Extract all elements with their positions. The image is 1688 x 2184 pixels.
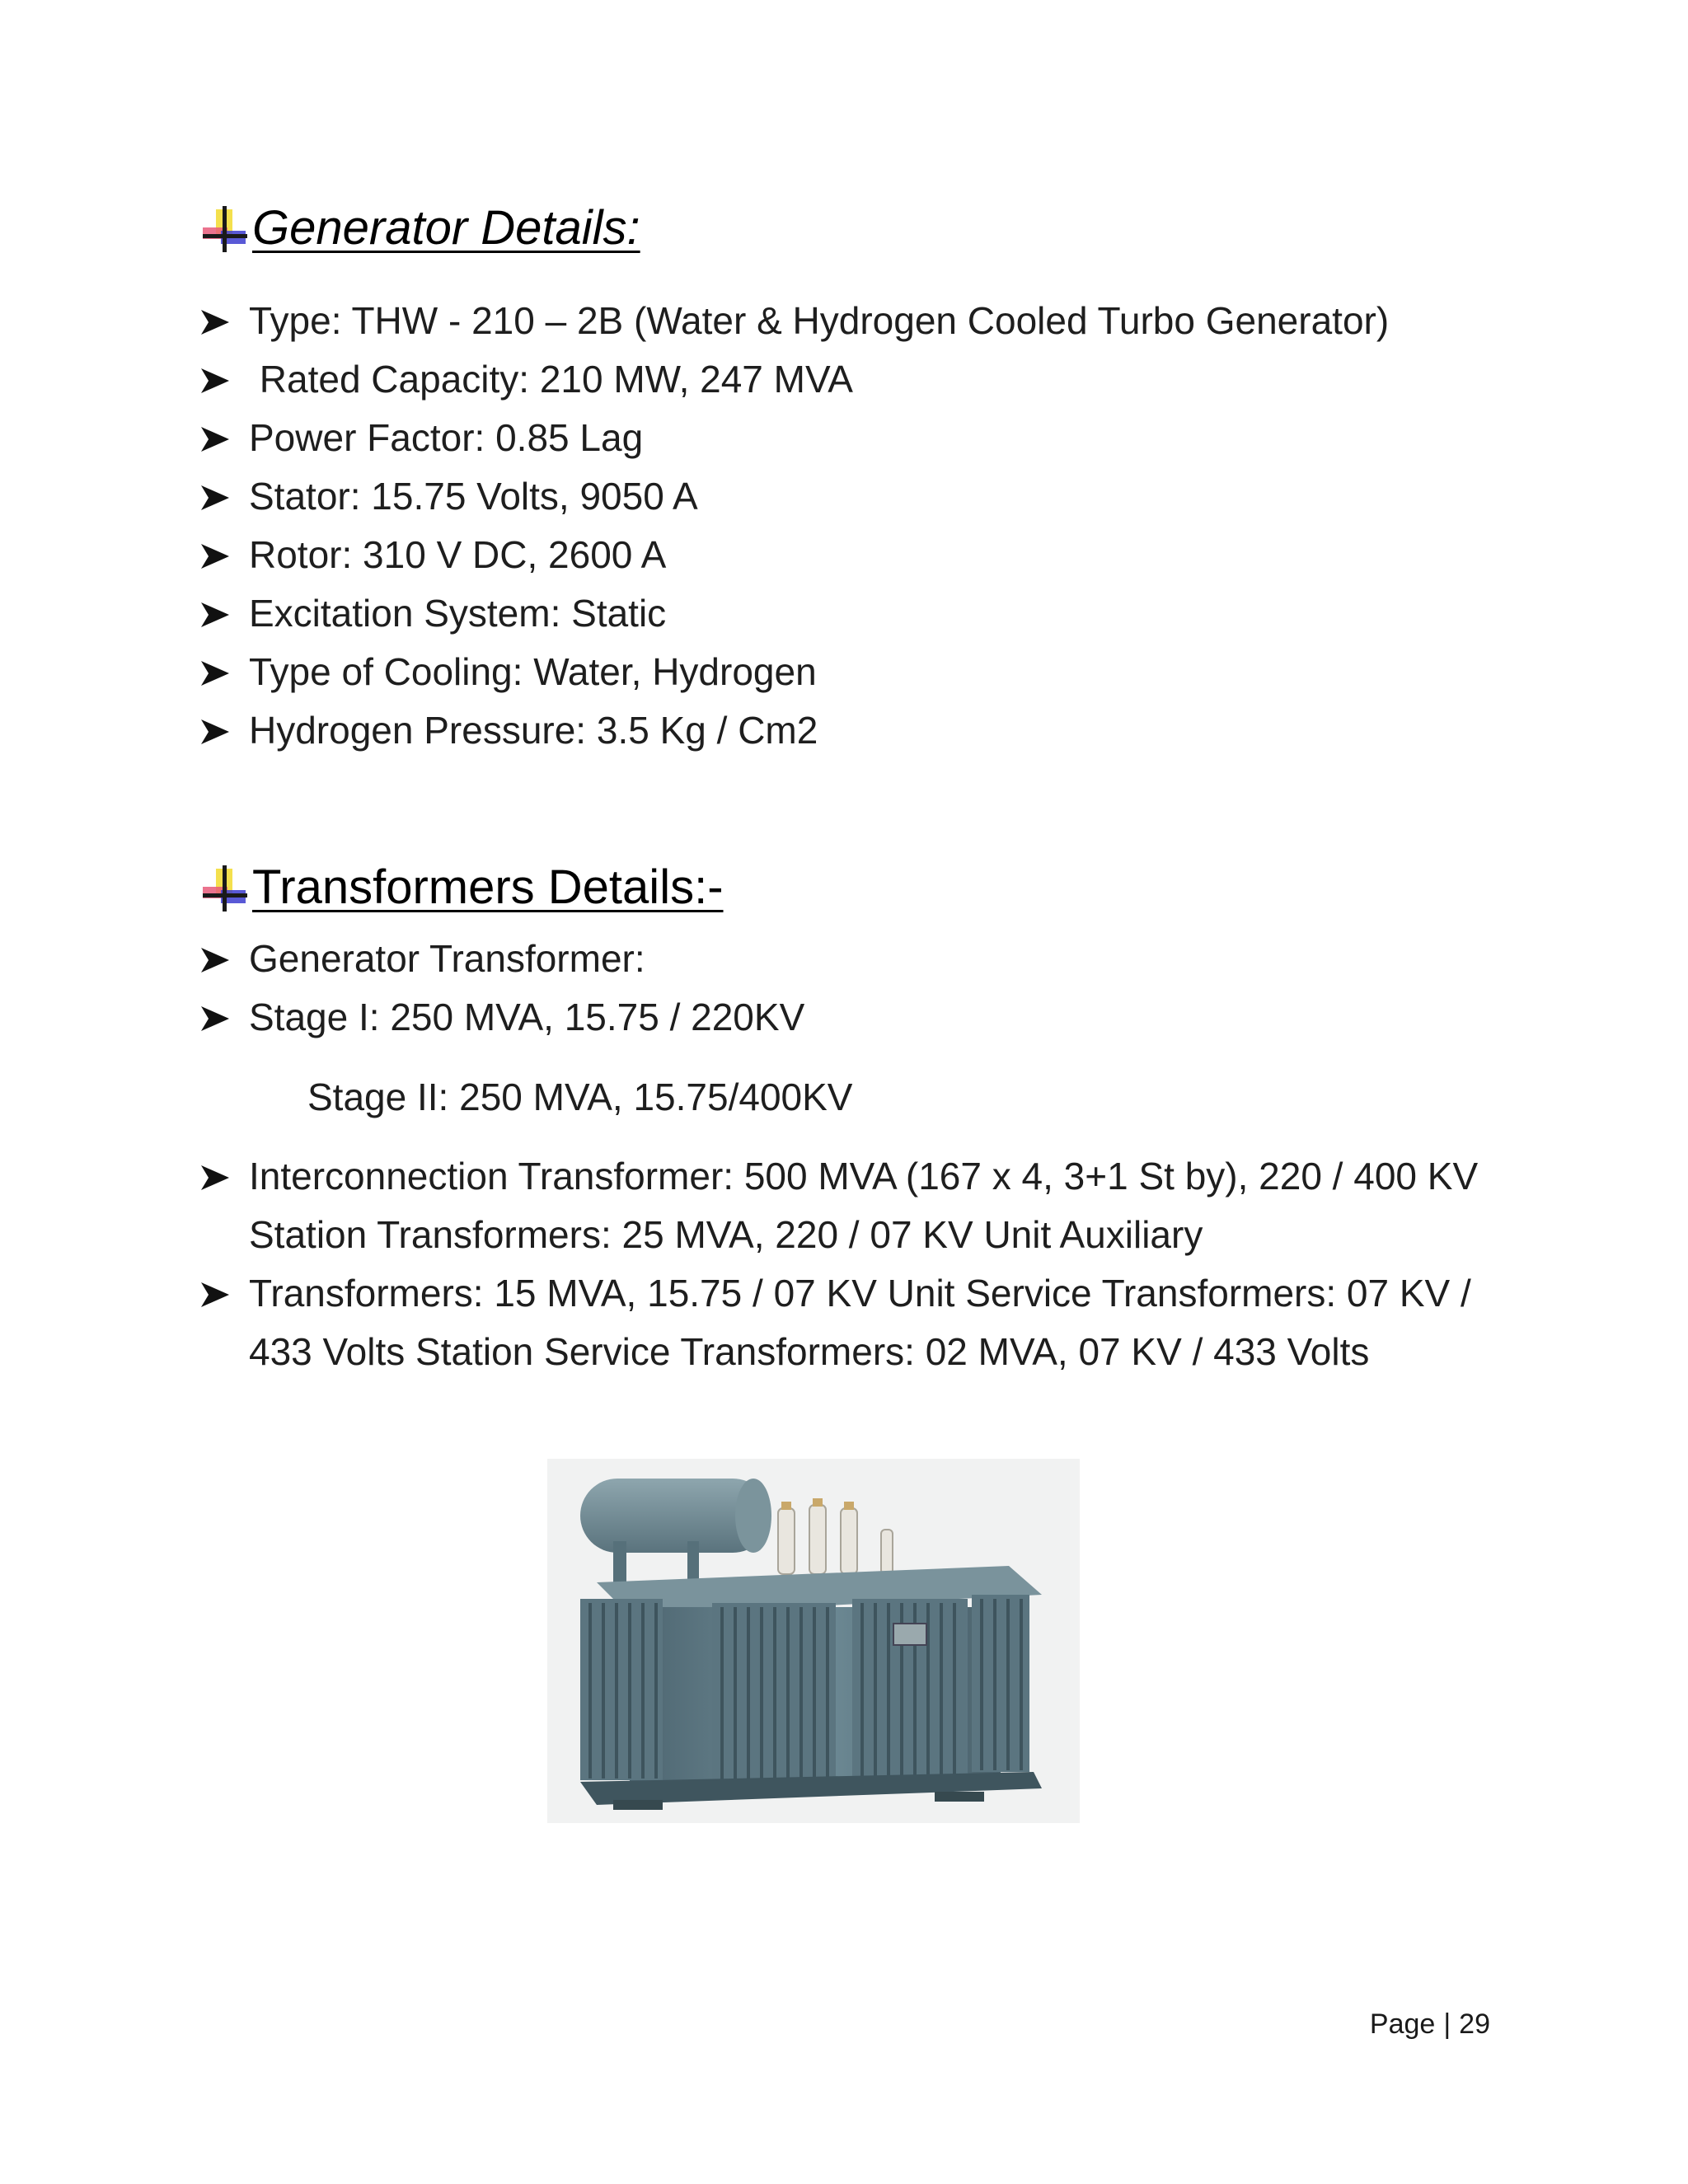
page-footer [1370, 2008, 1490, 2041]
list-item-text: Hydrogen Pressure: 3.5 Kg / Cm2 [249, 709, 818, 752]
list-item [198, 350, 1525, 409]
list-item-text: Type: THW - 210 – 2B (Water & Hydrogen Cooled Turbo Generator) [249, 299, 1390, 342]
list-item [198, 409, 1525, 467]
transformers-list-more [198, 1147, 1525, 1381]
cross-bullet-icon [198, 203, 251, 255]
page-label: Page [1369, 2008, 1436, 2040]
arrowhead-bullet-icon [199, 542, 231, 570]
arrowhead-bullet-icon [199, 718, 231, 746]
stage-ii-line: Stage II: 250 MVA, 15.75/400KV [307, 1076, 853, 1118]
cross-bullet-icon [198, 862, 251, 915]
list-item-text: Stator: 15.75 Volts, 9050 A [249, 475, 698, 518]
list-item [198, 701, 1525, 760]
list-item-text: Transformers: 15 MVA, 15.75 / 07 KV Unit Service Transformers: 07 KV / 433 Volts Station Service Transformers: 02 MVA, 07 KV / 433 Volts [249, 1272, 1471, 1373]
list-item-text: Power Factor: 0.85 Lag [249, 416, 644, 459]
transformer-photo [547, 1459, 1080, 1823]
list-item-text: Stage I: 250 MVA, 15.75 / 220KV [249, 996, 805, 1038]
arrowhead-bullet-icon [199, 367, 231, 395]
list-item [198, 643, 1525, 701]
list-item [198, 930, 1525, 988]
transformer-illustration [547, 1459, 1080, 1823]
list-item [198, 1147, 1525, 1264]
generator-heading-text: Generator Details: [252, 201, 640, 255]
list-item [198, 1264, 1525, 1381]
transformers-heading [198, 862, 724, 912]
arrowhead-bullet-icon [199, 1281, 231, 1309]
arrowhead-bullet-icon [199, 484, 231, 512]
arrowhead-bullet-icon [199, 1005, 231, 1033]
list-item [198, 584, 1525, 643]
list-item [198, 526, 1525, 584]
list-item [198, 988, 1525, 1047]
generator-list [198, 292, 1525, 760]
arrowhead-bullet-icon [199, 1164, 231, 1192]
generator-heading [198, 201, 640, 255]
list-item-text: Type of Cooling: Water, Hydrogen [249, 650, 817, 693]
list-item-text: Generator Transformer: [249, 937, 645, 980]
list-item [198, 292, 1525, 350]
transformers-heading-text: Transformers Details:- [252, 860, 724, 914]
list-item [198, 467, 1525, 526]
list-item-text: Interconnection Transformer: 500 MVA (167 x 4, 3+1 St by), 220 / 400 KV Station Transformers: 25 MVA, 220 / 07 KV Unit Auxiliary [249, 1155, 1479, 1256]
list-item-text: Rated Capacity: 210 MW, 247 MVA [249, 358, 853, 401]
list-item-text: Excitation System: Static [249, 592, 667, 635]
list-item-text: Rotor: 310 V DC, 2600 A [249, 533, 667, 576]
arrowhead-bullet-icon [199, 946, 231, 974]
arrowhead-bullet-icon [199, 659, 231, 687]
arrowhead-bullet-icon [199, 308, 231, 336]
arrowhead-bullet-icon [199, 601, 231, 629]
transformers-list [198, 930, 1525, 1047]
page-separator: | [1443, 2008, 1451, 2040]
page-number: 29 [1459, 2008, 1490, 2040]
arrowhead-bullet-icon [199, 425, 231, 453]
